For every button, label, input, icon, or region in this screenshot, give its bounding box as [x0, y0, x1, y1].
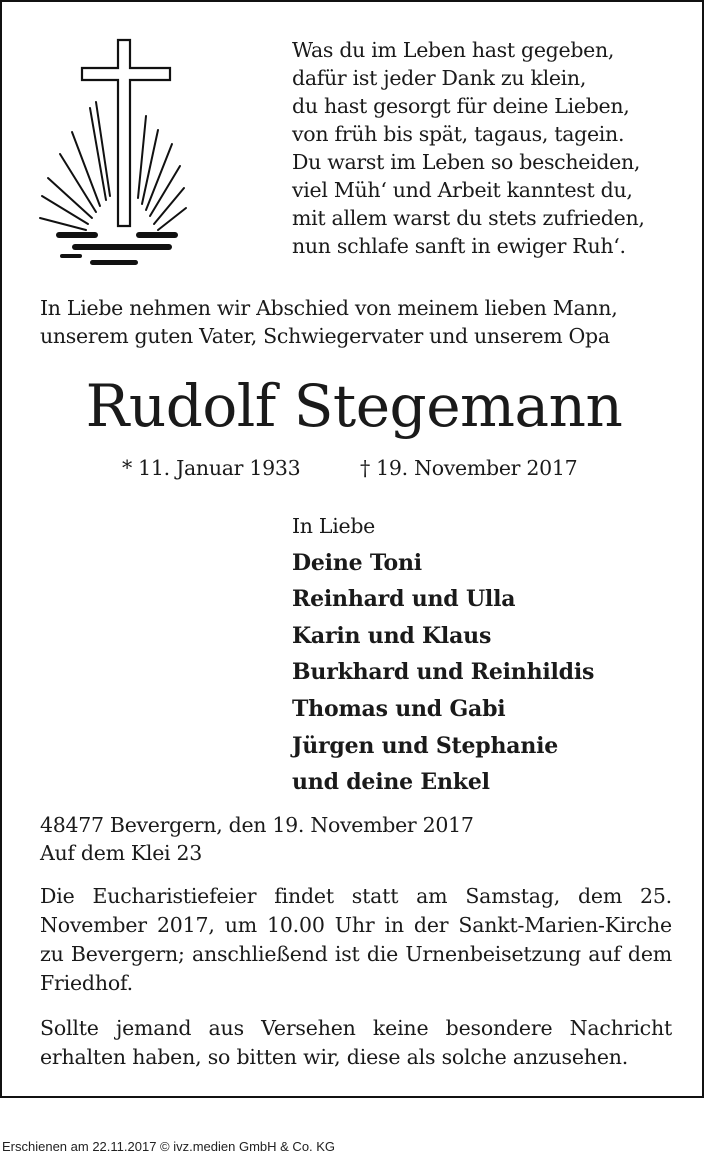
notice-paragraph: Sollte jemand aus Versehen keine besondere Nachricht erhalten haben, so bitten wir, diese als solche anzusehen. [40, 1016, 672, 1069]
publication-footer: Erschienen am 22.11.2017 © ivz.medien GmbH & Co. KG [2, 1139, 336, 1154]
birth-date: * 11. Januar 1933 [122, 456, 301, 480]
poem-line: Du warst im Leben so bescheiden, [292, 150, 641, 174]
poem-line: viel Müh‘ und Arbeit kanntest du, [292, 178, 633, 202]
service-paragraph: Die Eucharistiefeier findet statt am Samstag, dem 25. November 2017, um 10.00 Uhr in der Sankt-Marien-​Kirche zu Bevergern; anschließend ist die Urnenbeisetzung auf dem Friedhof. [40, 884, 672, 995]
poem-line: mit allem warst du stets zufrieden, [292, 206, 645, 230]
poem-line: nun schlafe sanft in ewiger Ruh‘. [292, 234, 626, 258]
signers-intro: In Liebe [292, 514, 375, 538]
poem-line: von früh bis spät, tagaus, tagein. [292, 122, 625, 146]
signers [292, 508, 692, 801]
place-and-address [40, 811, 680, 867]
poem-line: Was du im Leben hast gegeben, [292, 38, 615, 62]
signer-name: Deine Toni [292, 549, 422, 576]
place-date: 48477 Bevergern, den 19. November 2017 [40, 813, 474, 837]
poem-line: du hast gesorgt für deine Lieben, [292, 94, 630, 118]
intro-line-1: In Liebe nehmen wir Abschied von meinem lieben Mann, [40, 296, 618, 320]
signer-name: Karin und Klaus [292, 622, 492, 649]
farewell-intro [40, 294, 680, 350]
signer-name: Thomas und Gabi [292, 695, 506, 722]
poem [292, 36, 692, 260]
signer-name: und deine Enkel [292, 769, 490, 796]
address: Auf dem Klei 23 [40, 841, 202, 865]
signer-name: Reinhard und Ulla [292, 586, 516, 613]
death-date: † 19. November 2017 [360, 456, 578, 480]
poem-line: dafür ist jeder Dank zu klein, [292, 66, 587, 90]
deceased-name: Rudolf Stegemann [85, 372, 623, 440]
signer-name: Jürgen und Stephanie [292, 732, 559, 759]
intro-line-2: unserem guten Vater, Schwiegervater und unserem Opa [40, 324, 610, 348]
signer-name: Burkhard und Reinhildis [292, 659, 595, 686]
cross-with-sunrise-icon [38, 38, 188, 270]
